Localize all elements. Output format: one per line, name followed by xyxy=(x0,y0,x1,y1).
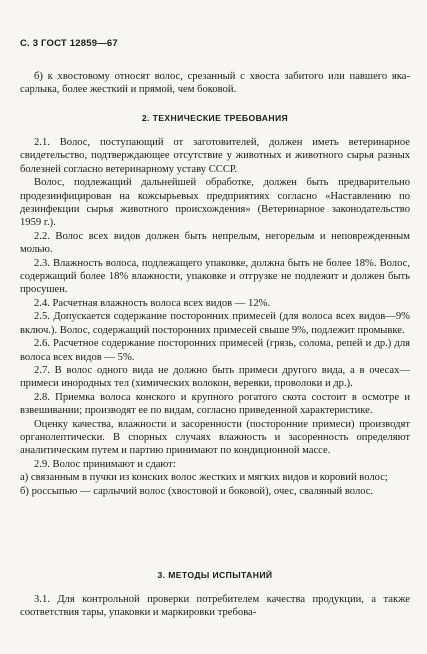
paragraph: 3.1. Для контрольной проверки потребителем качества продукции, а также соответствия тары, упаковки и маркировки требова- xyxy=(20,594,410,619)
list-item: б) россыпью — сарлычий волос (хвостовой и боковой), очес, сваляный волос. xyxy=(20,485,374,497)
section-3-heading-block xyxy=(20,570,410,580)
list-item: а) связанным в пучки из конских волос жестких и мягких видов и коровий волос; xyxy=(20,472,388,484)
section-3-heading: 3. МЕТОДЫ ИСПЫТАНИЙ xyxy=(157,570,273,580)
paragraph: 2.9. Волос принимают и сдают: xyxy=(34,458,176,470)
paragraph: 2.3. Влажность волоса, подлежащего упаковке, должна быть не более 18%. Волос, содержащий более 18% влажности, упаковке и отгрузке не подлежит и должен быть просушен. xyxy=(20,257,410,296)
paragraph: б) к хвостовому относят волос, срезанный с хвоста забитого или павшего яка-сарлыка, более жесткий и прямой, чем боковой. xyxy=(20,71,410,96)
paragraph: Оценку качества, влажности и засоренности (посторонние примеси) производят органолептически. В спорных случаях влажность и засоренность определяют аналитическим путем и партию принимают по кондиционной массе. xyxy=(20,418,410,457)
paragraph: 2.5. Допускается содержание посторонних примесей (для волоса всех видов—9% включ.). Волос, содержащий посторонних примесей свыше 9%, подлежит промывке. xyxy=(20,311,410,336)
paragraph: 2.8. Приемка волоса конского и крупного рогатого скота состоит в осмотре и взвешивании; производят ее по видам, согласно приведенной характеристике. xyxy=(20,391,410,417)
section-2-heading-block xyxy=(20,113,410,123)
section-3-body xyxy=(20,593,410,620)
paragraph: 2.7. В волос одного вида не должно быть примеси другого вида, а в очесах—примеси инородных тел (химических волокон, веревки, проволоки и др.). xyxy=(20,364,410,390)
section-2-body xyxy=(20,136,410,498)
paragraph: Волос, подлежащий дальнейшей обработке, должен быть предварительно продезинфицирован на кожсырьевых предприятиях согласно «Наставлению по дезинфекции сырья животного происхождения» (Ветеринарное законодательство 1959 г.). xyxy=(20,177,410,229)
page-header: С. 3 ГОСТ 12859—67 xyxy=(20,38,118,49)
section-2-heading: 2. ТЕХНИЧЕСКИЕ ТРЕБОВАНИЯ xyxy=(141,113,289,123)
paragraph: 2.1. Волос, поступающий от заготовителей, должен иметь ветеринарное свидетельство, подтверждающее отсутствие у животных и животного сырья разных болезней согласно ветеринарному уставу СССР. xyxy=(20,137,410,175)
paragraph: 2.2. Волос всех видов должен быть непрелым, негорелым и неповрежденным молью. xyxy=(20,230,410,256)
top-paragraph-block xyxy=(20,70,410,97)
paragraph: 2.6. Расчетное содержание посторонних примесей (грязь, солома, репей и др.) для волоса всех видов — 5%. xyxy=(20,338,410,363)
paragraph: 2.4. Расчетная влажность волоса всех видов — 12%. xyxy=(34,297,271,309)
